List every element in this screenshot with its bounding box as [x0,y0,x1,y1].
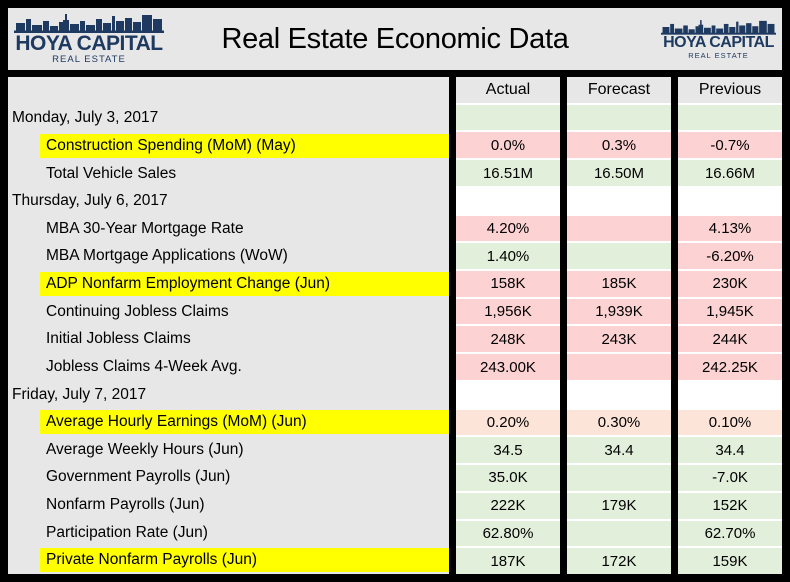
indicator-label: MBA 30-Year Mortgage Rate [46,219,244,237]
date-row [8,381,449,409]
cell-forecast: 1,939K [567,299,671,327]
cell-forecast [567,188,671,216]
indicator-label: Private Nonfarm Payrolls (Jun) [40,548,449,573]
page-title: Real Estate Economic Data [221,22,569,55]
cell-previous: 242.25K [678,354,782,382]
indicator-row [8,353,449,381]
cell-previous [678,382,782,410]
cell-previous: -7.0K [678,465,782,493]
indicator-row [8,546,449,574]
previous-column [678,77,782,574]
indicator-row [8,491,449,519]
indicator-label: Initial Jobless Claims [46,330,191,348]
cell-forecast: 243K [567,326,671,354]
cell-actual: 62.80% [456,521,560,549]
cell-previous: 62.70% [678,521,782,549]
cell-actual [456,188,560,216]
cell-actual: 222K [456,493,560,521]
date-row [8,187,449,215]
cell-previous: 230K [678,271,782,299]
cell-actual [456,105,560,133]
city-skyline-icon [661,19,776,35]
indicator-label: Continuing Jobless Claims [46,302,229,320]
date-label: Monday, July 3, 2017 [12,109,159,127]
cell-actual: 16.51M [456,160,560,188]
indicator-row [8,270,449,298]
cell-previous: 0.10% [678,410,782,438]
indicator-label: ADP Nonfarm Employment Change (Jun) [40,272,449,297]
cell-forecast [567,465,671,493]
indicator-label: Jobless Claims 4-Week Avg. [46,357,242,375]
header-divider [8,70,782,77]
indicator-label: Construction Spending (MoM) (May) [40,134,449,159]
actual-column [456,77,560,574]
cell-previous: -6.20% [678,243,782,271]
indicator-label: MBA Mortgage Applications (WoW) [46,247,288,265]
cell-previous: 34.4 [678,437,782,465]
cell-forecast: 172K [567,548,671,574]
cell-previous: 4.13% [678,216,782,244]
cell-actual: 4.20% [456,216,560,244]
cell-actual: 1.40% [456,243,560,271]
indicator-label: Average Weekly Hours (Jun) [46,440,244,458]
forecast-column [567,77,671,574]
cell-forecast [567,243,671,271]
hoya-capital-logo-right [661,19,776,60]
cell-actual: 34.5 [456,437,560,465]
cell-actual: 35.0K [456,465,560,493]
cell-forecast [567,354,671,382]
brand-name: HOYA CAPITAL [15,32,163,56]
cell-forecast [567,382,671,410]
cell-actual: 187K [456,548,560,574]
date-label: Friday, July 7, 2017 [12,385,147,403]
cell-forecast [567,216,671,244]
indicator-row [8,436,449,464]
cell-forecast: 0.30% [567,410,671,438]
cell-forecast: 0.3% [567,132,671,160]
cell-actual: 0.0% [456,132,560,160]
indicator-label: Average Hourly Earnings (MoM) (Jun) [40,410,449,435]
brand-name: HOYA CAPITAL [663,33,774,51]
indicator-row [8,519,449,547]
indicator-row [8,160,449,188]
cell-actual: 243.00K [456,354,560,382]
indicator-row [8,298,449,326]
cell-forecast: 34.4 [567,437,671,465]
cell-previous: 1,945K [678,299,782,327]
column-divider [560,77,567,574]
cell-previous: -0.7% [678,132,782,160]
cell-previous: 159K [678,548,782,574]
cell-forecast: 179K [567,493,671,521]
cell-previous: 16.66M [678,160,782,188]
report-header [8,8,782,70]
economic-data-table [8,77,782,574]
indicator-row [8,243,449,271]
cell-forecast: 185K [567,271,671,299]
cell-actual: 1,956K [456,299,560,327]
label-column-header-blank [8,77,449,105]
indicator-row [8,215,449,243]
cell-forecast [567,521,671,549]
column-header-actual: Actual [456,77,560,105]
hoya-capital-logo-left [14,13,164,65]
column-divider [449,77,456,574]
city-skyline-icon [14,13,164,33]
cell-actual [456,382,560,410]
column-header-forecast: Forecast [567,77,671,105]
date-row [8,105,449,133]
indicator-label: Total Vehicle Sales [46,164,177,182]
indicator-label-column [8,77,449,574]
indicator-row [8,132,449,160]
indicator-label: Participation Rate (Jun) [46,523,208,541]
indicator-label: Nonfarm Payrolls (Jun) [46,495,205,513]
cell-previous: 152K [678,493,782,521]
cell-forecast [567,105,671,133]
cell-actual: 0.20% [456,410,560,438]
indicator-row [8,464,449,492]
indicator-row [8,408,449,436]
cell-actual: 158K [456,271,560,299]
cell-previous [678,105,782,133]
indicator-label: Government Payrolls (Jun) [46,468,231,486]
cell-actual: 248K [456,326,560,354]
cell-forecast: 16.50M [567,160,671,188]
column-divider [671,77,678,574]
brand-tagline: REAL ESTATE [52,54,126,66]
indicator-row [8,325,449,353]
date-label: Thursday, July 6, 2017 [12,192,168,210]
brand-tagline: REAL ESTATE [688,50,749,60]
cell-previous: 244K [678,326,782,354]
cell-previous [678,188,782,216]
column-header-previous: Previous [678,77,782,105]
